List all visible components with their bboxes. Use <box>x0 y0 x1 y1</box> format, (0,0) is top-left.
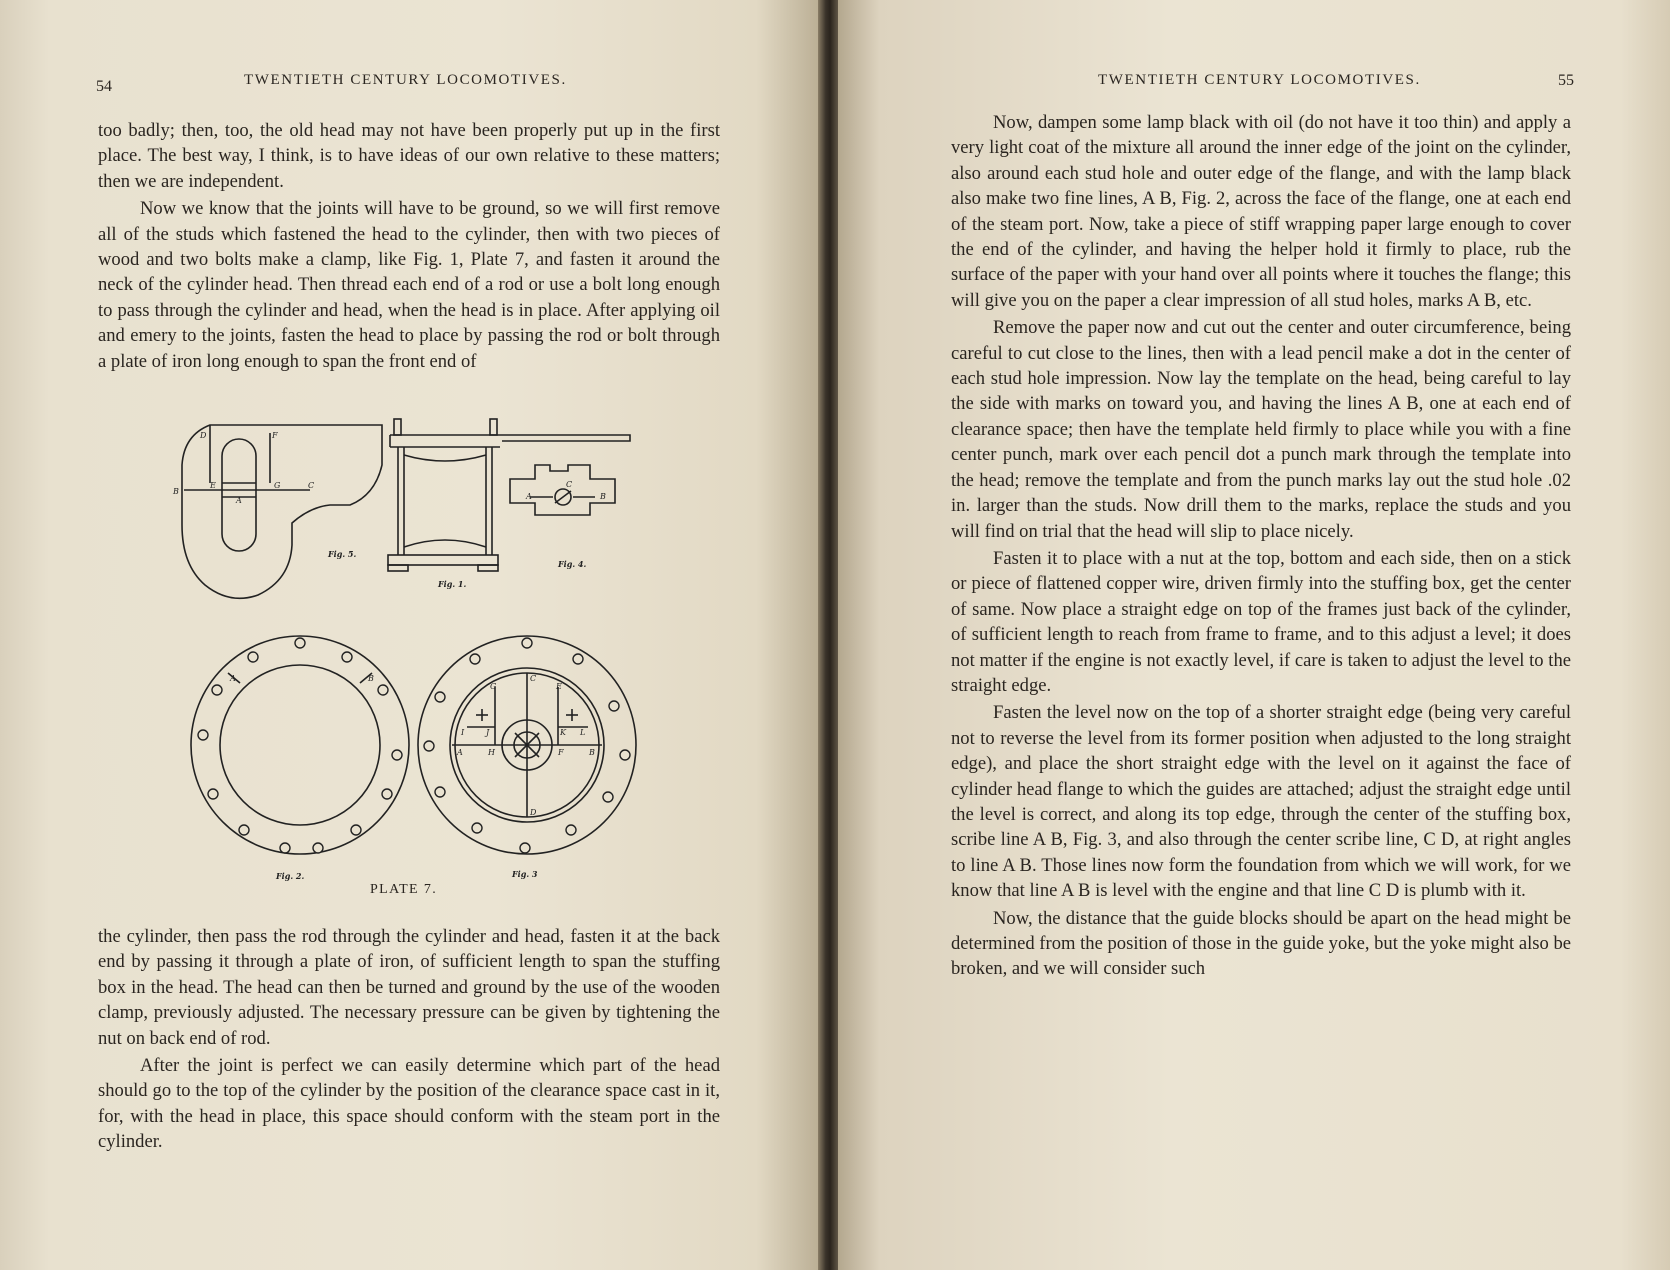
right-running-head: TWENTIETH CENTURY LOCOMOTIVES. <box>1098 72 1421 88</box>
right-page <box>838 0 1670 1270</box>
fig3-point-label: E <box>556 682 562 691</box>
paragraph: After the joint is perfect we can easily determine which part of the head should go to the top of the cylinder by the position of the clearance space cast in it, for, with the head in place, this space should conform with the steam port in the cylinder. <box>98 1055 720 1153</box>
right-text <box>951 110 1571 982</box>
fig3-point-label: G <box>490 682 497 691</box>
fig2-point-label: B <box>368 674 374 683</box>
fig4-point-label: B <box>600 492 606 501</box>
paragraph: Fasten it to place with a nut at the top, bottom and each side, then on a stick or piece of flattened copper wire, driven firmly into the stuffing box, get the center of same. Now place a straight edge on top of the frames just back of the cylinder, of sufficient length to reach from frame to frame, and to this adjust a level; it does not matter if the engine is not exactly level, if care is taken to adjust the level to the straight edge. <box>951 547 1571 696</box>
fig4-label: Fig. 4. <box>558 559 587 569</box>
fig3-point-label: C <box>530 674 537 683</box>
fig5-point-label: E <box>210 481 216 490</box>
fig4-point-label: C <box>566 480 573 489</box>
plate-caption: PLATE 7. <box>370 882 438 897</box>
paragraph: too badly; then, too, the old head may not have been properly put up in the first place. The best way, I think, is to have ideas of our own relative to these matters; then we are independent. <box>98 120 720 192</box>
fig5-point-label: F <box>272 431 278 440</box>
right-page-number: 55 <box>1558 72 1574 89</box>
fig5-label: Fig. 5. <box>328 549 357 559</box>
left-text-bottom <box>98 924 720 1155</box>
fig3-point-label: K <box>560 728 566 737</box>
fig4-point-label: A <box>526 492 532 501</box>
fig5-point-label: B <box>173 487 179 496</box>
fig1-label: Fig. 1. <box>438 579 467 589</box>
paragraph: Now, dampen some lamp black with oil (do not have it too thin) and apply a very light coat of the mixture all around the inner edge of the joint on the cylinder, also around each stud hole and outer edge of the flange, and with the lamp black also make two fine lines, A B, Fig. 2, across the face of the flange, one at each end of the steam port. Now, take a piece of stiff wrapping paper large enough to cover the end of the cylinder, and having the helper hold it firmly to place, rub the surface of the paper with your hand over all points where it touches the flange; this will give you on the paper a clear impression of all stud holes, marks A B, etc. <box>951 112 1571 311</box>
fig3-label: Fig. 3 <box>512 869 538 879</box>
paragraph: the cylinder, then pass the rod through the cylinder and head, fasten it at the back end by passing it through a plate of iron, of sufficient length to span the stuffing box in the head. The head can then be turned and ground by the use of the wooden clamp, previously adjusted. The necessary pressure can be given by tightening the nut on back end of rod. <box>98 926 720 1049</box>
fig3-point-label: H <box>488 748 495 757</box>
paragraph: Fasten the level now on the top of a shorter straight edge (being very careful not to reverse the level from its former position when adjusted to the long straight edge), and place the short straight edge with the level on it against the face of cylinder head flange to which the guides are attached; adjust the straight edge until the level is correct, and along its top edge, through the center of the stuffing box, scribe line A B, Fig. 3, and also through the center scribe line, C D, at right angles to line A B. Those lines now form the foundation from which we will work, for we know that line A B is level with the engine and that line C D is plumb with it. <box>951 702 1571 902</box>
fig3-point-label: J <box>486 728 490 737</box>
fig5-point-label: C <box>308 481 315 490</box>
left-running-head: TWENTIETH CENTURY LOCOMOTIVES. <box>244 72 567 88</box>
fig2-label: Fig. 2. <box>276 871 305 881</box>
fig5-point-label: G <box>274 481 281 490</box>
fig3-point-label: L <box>580 728 586 737</box>
fig3-point-label: F <box>558 748 564 757</box>
paragraph: Now, the distance that the guide blocks should be apart on the head might be determined from the position of those in the guide yoke, but the yoke might also be broken, and we will consider such <box>951 907 1571 980</box>
fig3-point-label: D <box>530 808 537 817</box>
fig5-point-label: D <box>200 431 207 440</box>
plate-7-figure <box>170 405 660 881</box>
fig5-point-label: A <box>236 496 242 505</box>
left-text-top <box>98 118 720 374</box>
fig2-point-label: A <box>230 674 236 683</box>
book-gutter <box>818 0 840 1270</box>
paragraph: Remove the paper now and cut out the center and outer circumference, being careful to cut close to the lines, then with a lead pencil make a dot in the center of each stud hole impression. Now lay the template on the head, being careful to lay the side with marks on toward you, and having the lines A B, one at each end of clearance space; then have the template held firmly to place while you with a fine center punch, mark over each pencil dot a punch mark through the template into the head; remove the template and from the punch marks lay out the stud hole .02 in. larger than the studs. Now drill them to the marks, replace the studs and you will find on trial that the head will slip to place nicely. <box>951 317 1571 542</box>
fig3-point-label: A <box>457 748 463 757</box>
paragraph: Now we know that the joints will have to be ground, so we will first remove all of the studs which fastened the head to the cylinder, then with two pieces of wood and two bolts make a clamp, like Fig. 1, Plate 7, and fasten it around the neck of the cylinder head. Then thread each end of a rod or use a bolt long enough to pass through the cylinder and head, when the head is in place. After applying oil and emery to the joints, fasten the head to place by passing the rod or bolt through a plate of iron long enough to span the front end of <box>98 198 720 372</box>
fig3-point-label: I <box>461 728 465 737</box>
left-page-number: 54 <box>96 78 112 95</box>
left-page <box>0 0 822 1270</box>
fig3-point-label: B <box>589 748 595 757</box>
